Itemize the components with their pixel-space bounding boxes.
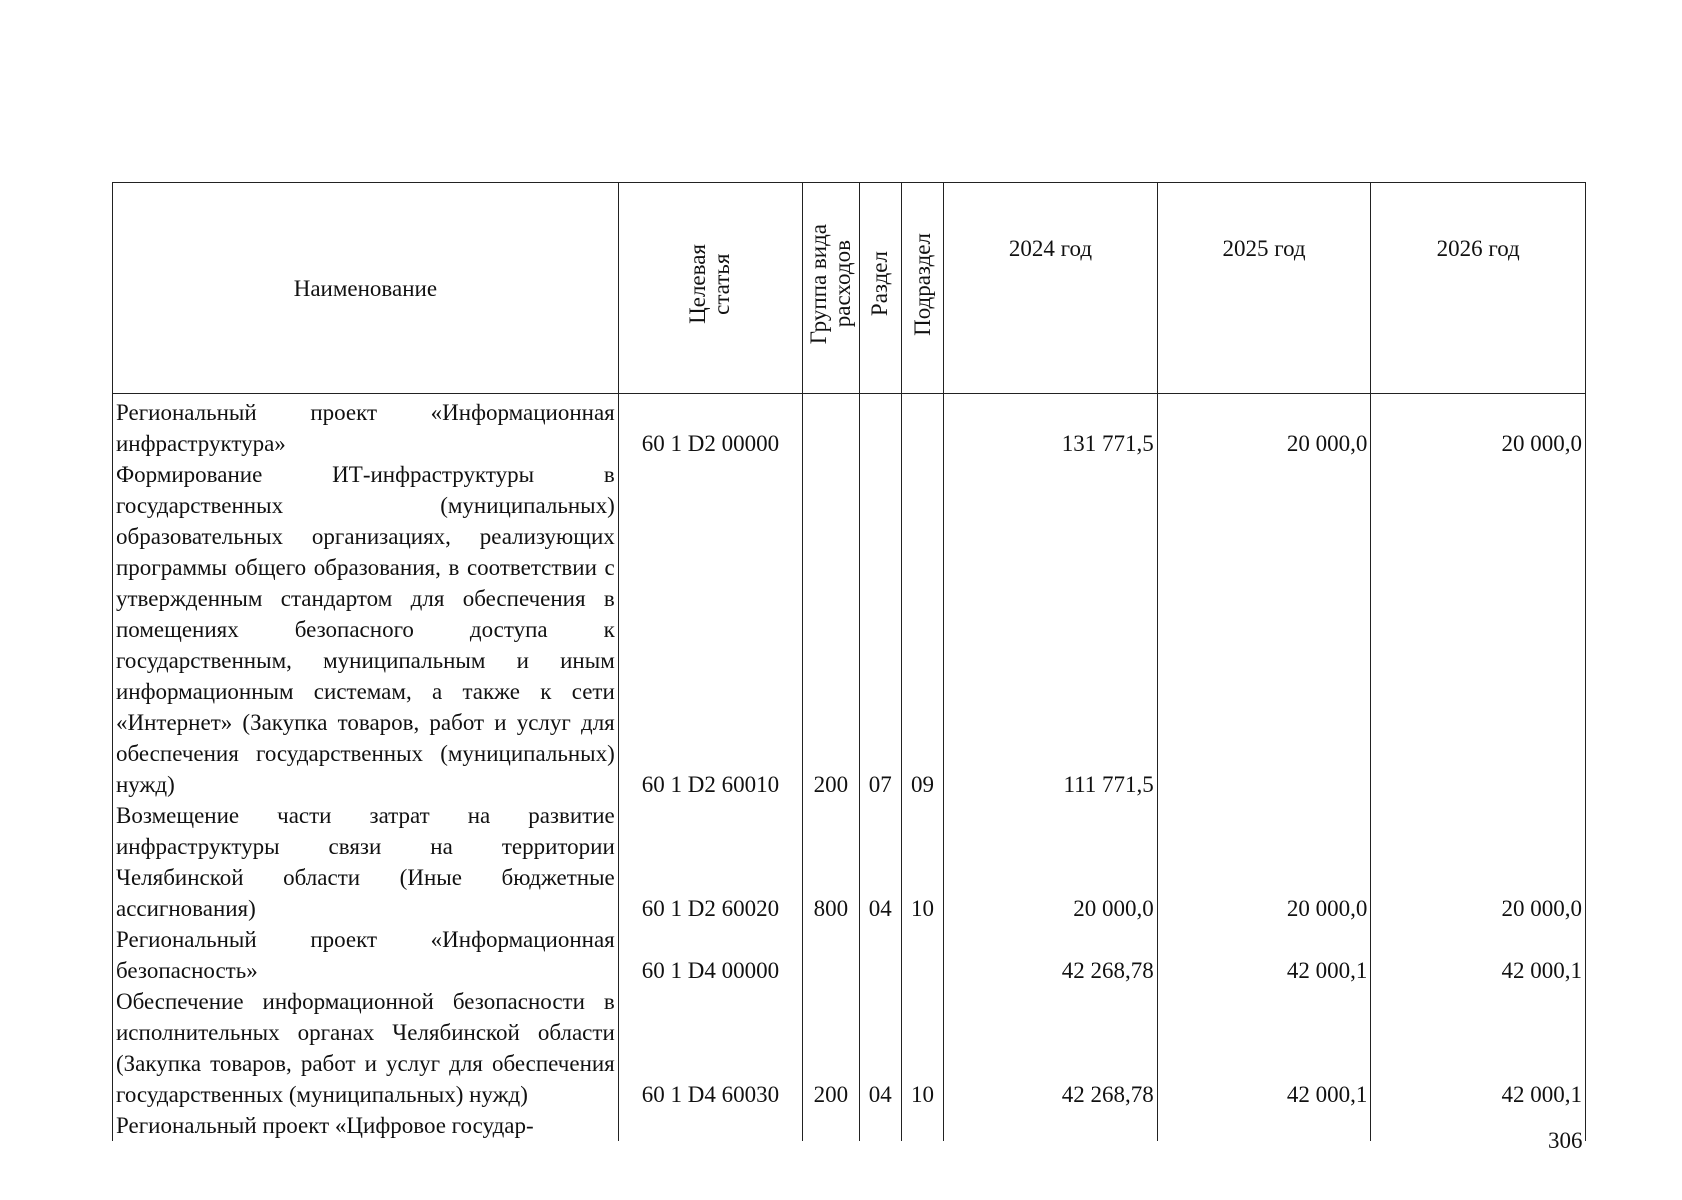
row-subsection	[901, 394, 943, 460]
table-row	[113, 800, 1586, 924]
row-2026: 20 000,0	[1371, 800, 1586, 924]
row-2024: 42 268,78	[944, 986, 1158, 1110]
row-group	[803, 394, 859, 460]
row-2025: 20 000,0	[1157, 800, 1371, 924]
row-group	[803, 924, 859, 986]
header-group: Группа вида расходов	[803, 183, 859, 394]
row-2025: 20 000,0	[1157, 394, 1371, 460]
row-name: Региональный проект «Цифровое государ-	[113, 1110, 619, 1141]
header-2026: 2026 год	[1371, 183, 1586, 394]
row-name: Формирование ИТ-инфраструктуры в государственных (муниципальных) образовательных организациях, реализующих программы общего образования, в соответствии с утвержденным стандартом для обеспечения в помещениях безопасного доступа к государственным, муниципальным и иным информационным системам, а также к сети «Интернет» (Закупка товаров, работ и услуг для обеспечения государственных (муниципальных) нужд)	[113, 459, 619, 800]
row-name: Региональный проект «Информационная инфраструктура»	[113, 394, 619, 460]
row-2026: 42 000,1	[1371, 986, 1586, 1110]
row-2026: 20 000,0	[1371, 394, 1586, 460]
row-section	[859, 924, 901, 986]
row-group	[803, 1110, 859, 1141]
row-name: Региональный проект «Информационная безопасность»	[113, 924, 619, 986]
row-2024	[944, 1110, 1158, 1141]
row-code: 60 1 D2 00000	[618, 394, 802, 460]
row-group: 200	[803, 459, 859, 800]
row-code: 60 1 D4 60030	[618, 986, 802, 1110]
row-subsection: 10	[901, 986, 943, 1110]
row-subsection: 09	[901, 459, 943, 800]
header-name: Наименование	[113, 183, 619, 394]
row-code	[618, 1110, 802, 1141]
row-subsection	[901, 924, 943, 986]
row-2025	[1157, 1110, 1371, 1141]
row-2024: 20 000,0	[944, 800, 1158, 924]
row-2024: 111 771,5	[944, 459, 1158, 800]
row-2025: 42 000,1	[1157, 986, 1371, 1110]
row-name: Возмещение части затрат на развитие инфраструктуры связи на территории Челябинской области (Иные бюджетные ассигнования)	[113, 800, 619, 924]
row-subsection: 10	[901, 800, 943, 924]
row-2025	[1157, 459, 1371, 800]
header-section: Раздел	[859, 183, 901, 394]
table-row	[113, 986, 1586, 1110]
row-section: 04	[859, 986, 901, 1110]
table-row	[113, 1110, 1586, 1141]
row-code: 60 1 D4 00000	[618, 924, 802, 986]
page-number: 306	[1548, 1128, 1583, 1153]
row-code: 60 1 D2 60010	[618, 459, 802, 800]
row-section: 07	[859, 459, 901, 800]
row-2026	[1371, 459, 1586, 800]
table-row	[113, 924, 1586, 986]
row-section	[859, 1110, 901, 1141]
table-row	[113, 459, 1586, 800]
table-header-row	[113, 183, 1586, 394]
row-section	[859, 394, 901, 460]
row-name: Обеспечение информационной безопасности в исполнительных органах Челябинской области (Закупка товаров, работ и услуг для обеспечения государственных (муниципальных) нужд)	[113, 986, 619, 1110]
row-2024: 42 268,78	[944, 924, 1158, 986]
header-subsection: Подраздел	[901, 183, 943, 394]
row-2026: 42 000,1	[1371, 924, 1586, 986]
row-group: 800	[803, 800, 859, 924]
row-code: 60 1 D2 60020	[618, 800, 802, 924]
row-2025: 42 000,1	[1157, 924, 1371, 986]
header-target: Целевая статья	[618, 183, 802, 394]
row-section: 04	[859, 800, 901, 924]
budget-table	[112, 182, 1586, 1141]
header-2024: 2024 год	[944, 183, 1158, 394]
row-group: 200	[803, 986, 859, 1110]
header-2025: 2025 год	[1157, 183, 1371, 394]
row-2024: 131 771,5	[944, 394, 1158, 460]
row-subsection	[901, 1110, 943, 1141]
table-row	[113, 394, 1586, 460]
